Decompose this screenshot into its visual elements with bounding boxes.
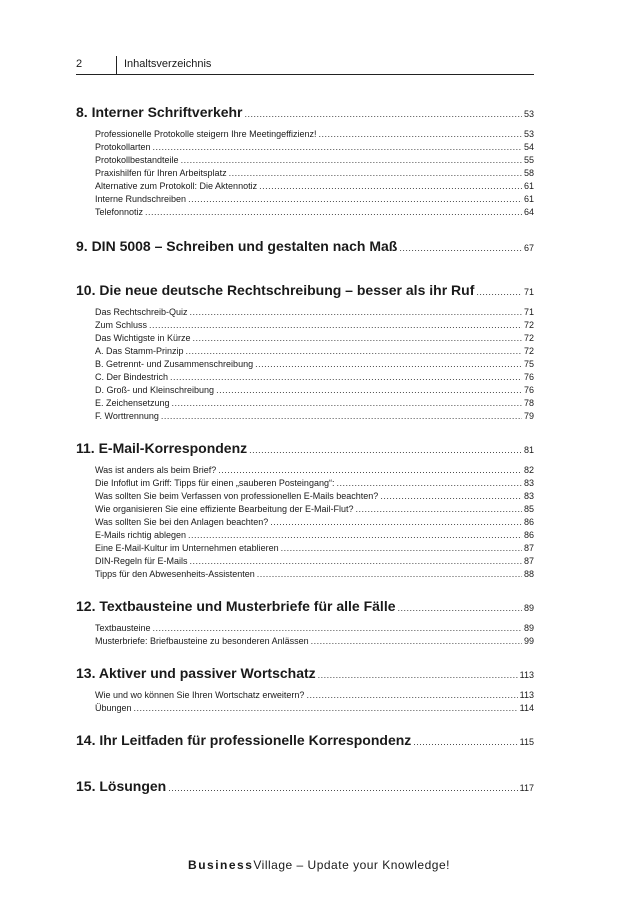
entry-page-number: 75	[523, 359, 534, 369]
entry-page-number: 82	[523, 465, 534, 475]
entry-title: Die Infoflut im Griff: Tipps für einen „sauberen Posteingang“:	[95, 478, 335, 488]
toc-chapter	[76, 598, 534, 649]
entry-title: Übungen	[95, 703, 132, 713]
toc-entry[interactable]	[95, 168, 534, 181]
toc-entry[interactable]	[95, 320, 534, 333]
entry-title: Wie und wo können Sie Ihren Wortschatz erweitern?	[95, 690, 305, 700]
header-title: Inhaltsverzeichnis	[124, 58, 212, 70]
entry-page-number: 61	[523, 194, 534, 204]
entry-page-number: 76	[523, 372, 534, 382]
toc-entry[interactable]	[95, 181, 534, 194]
toc-entry[interactable]	[95, 385, 534, 398]
entry-title: E-Mails richtig ablegen	[95, 530, 187, 540]
entry-title: B. Getrennt- und Zusammenschreibung	[95, 359, 254, 369]
toc-entry[interactable]	[95, 307, 534, 320]
toc-chapter-row[interactable]	[76, 778, 534, 798]
chapter-page-number: 117	[519, 783, 534, 793]
page-number: 2	[76, 58, 83, 70]
dot-leader	[218, 465, 522, 475]
entry-page-number: 72	[523, 346, 534, 356]
entry-title: Musterbriefe: Briefbausteine zu besonderen Anlässen	[95, 636, 309, 646]
entry-page-number: 58	[523, 168, 534, 178]
entry-page-number: 71	[523, 307, 534, 317]
chapter-title: 15. Lösungen	[76, 778, 167, 794]
chapter-title: 11. E-Mail-Korrespondenz	[76, 440, 248, 456]
footer-brand-bold: Business	[188, 858, 254, 872]
toc-entry[interactable]	[95, 543, 534, 556]
dot-leader	[153, 142, 522, 152]
toc-chapter	[76, 282, 534, 424]
dot-leader	[186, 346, 522, 356]
entry-title: Telefonnotiz	[95, 207, 144, 217]
chapter-title: 9. DIN 5008 – Schreiben und gestalten nach Maß	[76, 238, 398, 254]
toc-entry[interactable]	[95, 636, 534, 649]
entry-page-number: 79	[523, 411, 534, 421]
toc-chapter-row[interactable]	[76, 598, 534, 618]
chapter-title: 8. Interner Schriftverkehr	[76, 104, 243, 120]
entry-page-number: 61	[523, 181, 534, 191]
dot-leader	[161, 411, 522, 421]
dot-leader	[170, 372, 522, 382]
entry-title: Was sollten Sie bei den Anlagen beachten?	[95, 517, 269, 527]
entry-page-number: 113	[519, 690, 534, 700]
entry-page-number: 53	[523, 129, 534, 139]
dot-leader	[255, 359, 522, 369]
toc-entry[interactable]	[95, 491, 534, 504]
chapter-title: 12. Textbausteine und Musterbriefe für alle Fälle	[76, 598, 396, 614]
toc-chapter	[76, 104, 534, 220]
toc-chapter-row[interactable]	[76, 732, 534, 752]
entry-title: Protokollbestandteile	[95, 155, 179, 165]
entry-title: Was sollten Sie beim Verfassen von professionellen E-Mails beachten?	[95, 491, 379, 501]
entry-page-number: 72	[523, 320, 534, 330]
toc-entry[interactable]	[95, 504, 534, 517]
dot-leader	[249, 445, 522, 455]
toc-chapter	[76, 732, 534, 752]
chapter-page-number: 113	[519, 670, 534, 680]
entry-page-number: 78	[523, 398, 534, 408]
dot-leader	[281, 543, 522, 553]
entry-title: D. Groß- und Kleinschreibung	[95, 385, 215, 395]
toc-entry[interactable]	[95, 207, 534, 220]
toc-entry-list	[76, 129, 534, 220]
dot-leader	[311, 636, 522, 646]
chapter-title: 13. Aktiver und passiver Wortschatz	[76, 665, 316, 681]
entry-title: Eine E-Mail-Kultur im Unternehmen etablieren	[95, 543, 279, 553]
chapter-page-number: 115	[519, 737, 534, 747]
toc-entry[interactable]	[95, 333, 534, 346]
entry-title: Das Rechtschreib-Quiz	[95, 307, 188, 317]
toc-entry-list	[76, 465, 534, 582]
entry-title: Professionelle Protokolle steigern Ihre Meetingeffizienz!	[95, 129, 317, 139]
dot-leader	[149, 320, 522, 330]
entry-page-number: 114	[519, 703, 534, 713]
dot-leader	[193, 333, 522, 343]
dot-leader	[168, 783, 517, 793]
toc-entry-list	[76, 307, 534, 424]
entry-title: Zum Schluss	[95, 320, 148, 330]
dot-leader	[270, 517, 522, 527]
toc-entry[interactable]	[95, 517, 534, 530]
dot-leader	[257, 569, 522, 579]
toc-chapter	[76, 778, 534, 798]
dot-leader	[172, 398, 522, 408]
entry-title: Protokollarten	[95, 142, 151, 152]
toc-entry[interactable]	[95, 465, 534, 478]
entry-page-number: 54	[523, 142, 534, 152]
entry-page-number: 83	[523, 491, 534, 501]
entry-page-number: 87	[523, 543, 534, 553]
entry-title: Textbausteine	[95, 623, 151, 633]
toc-entry-list	[76, 690, 534, 716]
dot-leader	[355, 504, 522, 514]
chapter-title: 10. Die neue deutsche Rechtschreibung – besser als ihr Ruf	[76, 282, 475, 298]
toc-entry-list	[76, 623, 534, 649]
toc-chapter-row[interactable]	[76, 440, 534, 460]
entry-page-number: 55	[523, 155, 534, 165]
toc-entry[interactable]	[95, 155, 534, 168]
dot-leader	[398, 603, 522, 613]
dot-leader	[229, 168, 522, 178]
toc-entry[interactable]	[95, 556, 534, 569]
toc-entry[interactable]	[95, 398, 534, 411]
entry-page-number: 88	[523, 569, 534, 579]
entry-page-number: 99	[523, 636, 534, 646]
toc-chapter-row[interactable]	[76, 282, 534, 302]
toc-entry[interactable]	[95, 346, 534, 359]
chapter-page-number: 67	[523, 243, 534, 253]
chapter-page-number: 81	[523, 445, 534, 455]
chapter-page-number: 53	[523, 109, 534, 119]
entry-page-number: 86	[523, 517, 534, 527]
header-separator	[116, 56, 117, 74]
toc-entry[interactable]	[95, 194, 534, 207]
entry-page-number: 64	[523, 207, 534, 217]
entry-title: Das Wichtigste in Kürze	[95, 333, 191, 343]
entry-page-number: 72	[523, 333, 534, 343]
entry-title: Tipps für den Abwesenheits-Assistenten	[95, 569, 255, 579]
entry-page-number: 89	[523, 623, 534, 633]
dot-leader	[190, 307, 522, 317]
entry-title: Interne Rundschreiben	[95, 194, 187, 204]
toc-entry[interactable]	[95, 623, 534, 636]
table-of-contents	[76, 104, 534, 814]
entry-title: F. Worttrennung	[95, 411, 159, 421]
toc-entry[interactable]	[95, 703, 534, 716]
toc-chapter	[76, 238, 534, 258]
dot-leader	[318, 670, 518, 680]
entry-title: E. Zeichensetzung	[95, 398, 170, 408]
footer-brand-rest: Village	[253, 858, 293, 872]
dot-leader	[259, 181, 522, 191]
toc-chapter-row[interactable]	[76, 104, 534, 124]
toc-entry[interactable]	[95, 569, 534, 582]
dot-leader	[190, 556, 522, 566]
toc-chapter	[76, 440, 534, 582]
dot-leader	[476, 287, 522, 297]
toc-entry[interactable]	[95, 478, 534, 491]
dot-leader	[318, 129, 522, 139]
entry-page-number: 86	[523, 530, 534, 540]
toc-entry[interactable]	[95, 372, 534, 385]
entry-page-number: 85	[523, 504, 534, 514]
entry-title: C. Der Bindestrich	[95, 372, 169, 382]
entry-page-number: 87	[523, 556, 534, 566]
entry-title: DIN-Regeln für E-Mails	[95, 556, 188, 566]
dot-leader	[306, 690, 517, 700]
toc-entry[interactable]	[95, 411, 534, 424]
dot-leader	[134, 703, 518, 713]
toc-chapter-row[interactable]	[76, 665, 534, 685]
entry-page-number: 83	[523, 478, 534, 488]
entry-page-number: 76	[523, 385, 534, 395]
dot-leader	[216, 385, 522, 395]
chapter-page-number: 89	[523, 603, 534, 613]
toc-entry[interactable]	[95, 530, 534, 543]
toc-entry[interactable]	[95, 690, 534, 703]
toc-entry[interactable]	[95, 142, 534, 155]
footer	[0, 858, 638, 872]
dot-leader	[380, 491, 522, 501]
footer-tagline: – Update your Knowledge!	[292, 858, 450, 872]
dot-leader	[188, 194, 522, 204]
entry-title: A. Das Stamm-Prinzip	[95, 346, 184, 356]
dot-leader	[153, 623, 522, 633]
dot-leader	[336, 478, 522, 488]
toc-entry[interactable]	[95, 129, 534, 142]
dot-leader	[145, 207, 522, 217]
toc-chapter	[76, 665, 534, 716]
dot-leader	[181, 155, 522, 165]
toc-entry[interactable]	[95, 359, 534, 372]
chapter-title: 14. Ihr Leitfaden für professionelle Korrespondenz	[76, 732, 412, 748]
toc-chapter-row[interactable]	[76, 238, 534, 258]
entry-title: Wie organisieren Sie eine effiziente Bearbeitung der E-Mail-Flut?	[95, 504, 354, 514]
entry-title: Praxishilfen für Ihren Arbeitsplatz	[95, 168, 227, 178]
chapter-page-number: 71	[523, 287, 534, 297]
dot-leader	[399, 243, 522, 253]
running-header	[76, 56, 534, 75]
dot-leader	[245, 109, 522, 119]
entry-title: Was ist anders als beim Brief?	[95, 465, 217, 475]
dot-leader	[188, 530, 522, 540]
dot-leader	[413, 737, 517, 747]
entry-title: Alternative zum Protokoll: Die Aktennotiz	[95, 181, 258, 191]
